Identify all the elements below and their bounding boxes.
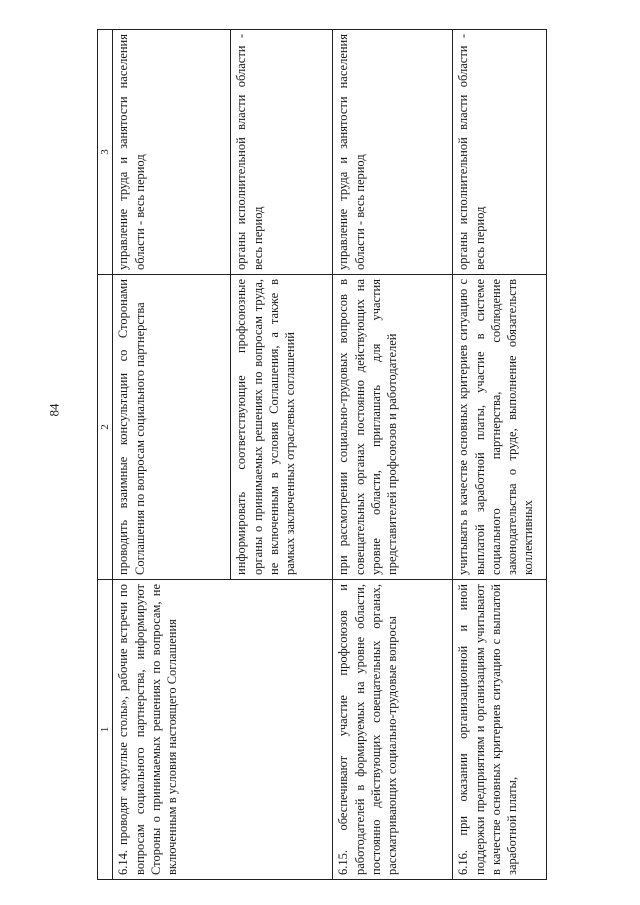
responsible-cell: управление труда и занятости населения области - весь период: [113, 30, 231, 275]
responsible-cell: органы исполнительной власти области - весь период: [453, 30, 547, 275]
page-number: 84: [46, 403, 62, 417]
column-header-1: 1: [98, 580, 113, 880]
table-row: [113, 30, 231, 880]
table-row: [333, 30, 453, 880]
measure-cell: учитывать в качестве основных критериев ситуацию с выплатой заработной платы, участие в системе социального партнерства, соблюдение законодательства о труде, выполнение обязательств коллективных: [453, 275, 547, 580]
measure-cell: информировать соответствующие профсоюзные органы о принимаемых решениях по вопросам труда, не включенным в условия Соглашения, а также в рамках заключенных отраслевых соглашений: [231, 275, 333, 580]
measure-cell: проводить взаимные консультации со Сторонами Соглашения по вопросам социального партнерства: [113, 275, 231, 580]
column-header-3: 3: [98, 30, 113, 275]
responsible-cell: управление труда и занятости населения области - весь период: [333, 30, 453, 275]
rotated-table-wrapper: [97, 30, 573, 880]
obligation-cell: 6.16. при оказании организационной и иной поддержки предприятиям и организациям учитывают в качестве основных критериев ситуацию с выплатой заработной платы,: [453, 580, 547, 880]
obligation-cell: 6.15. обеспечивают участие профсоюзов и работодателей в формируемых на уровне области, постоянно действующих совещательных органах, рассматривающих социально-трудовые вопросы: [333, 580, 453, 880]
obligation-cell: 6.14. проводят «круглые столы», рабочие встречи по вопросам социального партнерства, информируют Стороны о принимаемых решениях по вопросам, не включенным в условия настоящего Соглашения: [113, 580, 231, 880]
responsible-cell: органы исполнительной власти области - весь период: [231, 30, 333, 275]
table-row: [453, 30, 547, 880]
agreement-table: [97, 29, 547, 880]
table-row: [231, 30, 333, 880]
measure-cell: при рассмотрении социально-трудовых вопросов в совещательных органах постоянно действующих на уровне области, приглашать для участия представителей профсоюзов и работодателей: [333, 275, 453, 580]
column-header-2: 2: [98, 275, 113, 580]
obligation-cell: [231, 580, 333, 880]
table-header-row: [98, 30, 113, 880]
